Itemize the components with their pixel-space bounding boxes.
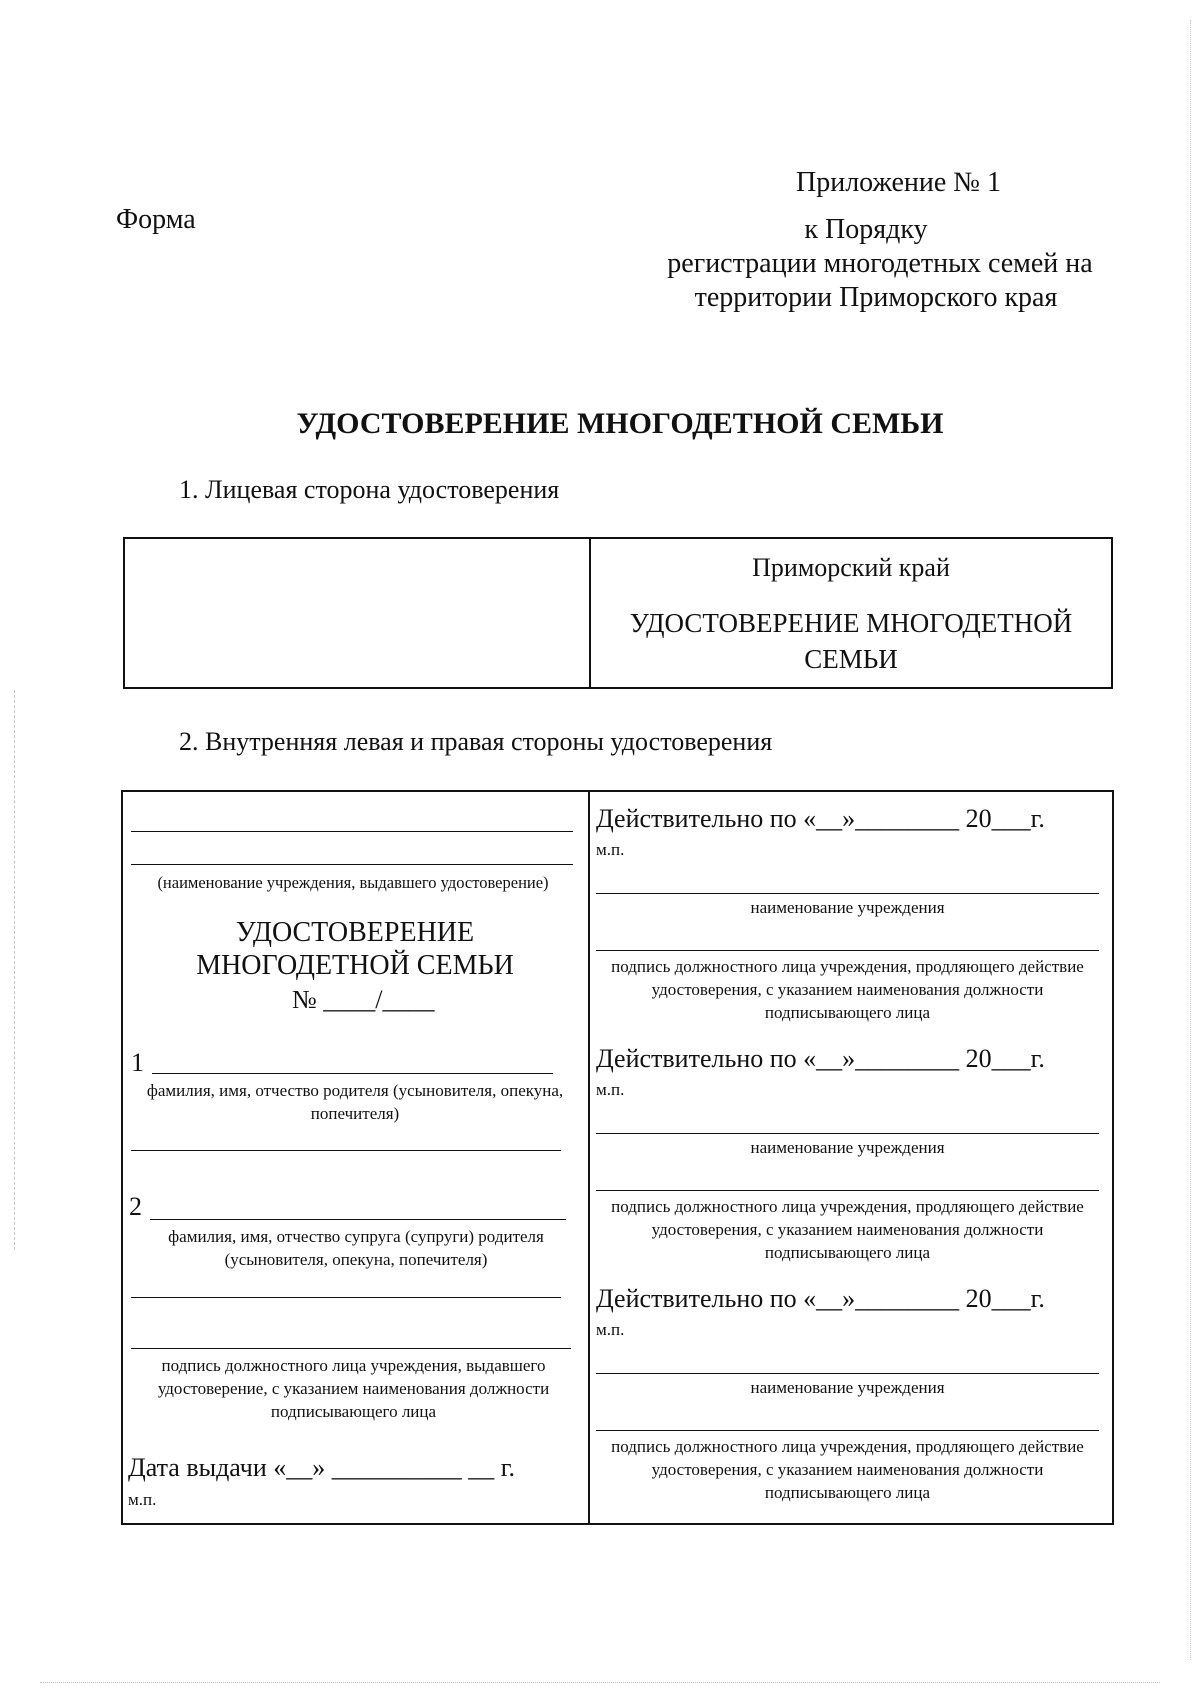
renewal-3-valid-until: Действительно по «__»________ 20___г. [596, 1284, 1045, 1313]
inner-card-title-line-2: МНОГОДЕТНОЙ СЕМЬИ [196, 950, 514, 981]
institution-line-2 [131, 864, 573, 865]
document-title: УДОСТОВЕРЕНИЕ МНОГОДЕТНОЙ СЕМЬИ [296, 407, 944, 440]
card-inner-divider [588, 790, 590, 1523]
card-face-table [123, 537, 1113, 689]
renewal-3-institution-line [596, 1373, 1099, 1374]
parent-2-extra-line [131, 1297, 561, 1298]
parent-1-extra-line [131, 1150, 561, 1151]
renewal-3-signature-line [596, 1430, 1099, 1431]
institution-caption: (наименование учреждения, выдавшего удостоверение) [157, 873, 549, 892]
section-1-heading: 1. Лицевая сторона удостоверения [179, 475, 560, 504]
parent-1-number: 1 [131, 1048, 144, 1077]
certificate-number: № ____/____ [292, 985, 435, 1014]
renewal-3-stamp: м.п. [596, 1320, 625, 1339]
parent-2-line [150, 1219, 566, 1220]
issuer-signature-caption: подпись должностного лица учреждения, выдавшего удостоверение, с указанием наименования должности подписывающего лица [157, 1356, 550, 1421]
inner-card-title [123, 916, 587, 982]
renewal-2-institution-caption: наименование учреждения [750, 1138, 945, 1157]
card-face-left-cell [124, 538, 590, 688]
appendix-ref-line-1: к Порядку [804, 214, 928, 245]
renewal-3-signature-caption: подпись должностного лица учреждения, продляющего действие удостоверения, с указанием наименования должности подписывающего лица [611, 1437, 1084, 1502]
renewal-2-valid-until: Действительно по «__»________ 20___г. [596, 1044, 1045, 1073]
issue-date: Дата выдачи «__» __________ __ г. [128, 1453, 516, 1482]
card-face-title [591, 605, 1111, 677]
appendix-ref-line-2: регистрации многодетных семей на [667, 248, 1093, 279]
renewal-1-signature-caption: подпись должностного лица учреждения, продляющего действие удостоверения, с указанием наименования должности подписывающего лица [611, 957, 1084, 1022]
renewal-1-institution-line [596, 893, 1099, 894]
institution-line-1 [131, 831, 573, 832]
renewal-1-institution-caption: наименование учреждения [750, 898, 945, 917]
card-face-title-line-2: СЕМЬИ [804, 644, 898, 674]
section-2-heading: 2. Внутренняя левая и правая стороны удостоверения [179, 727, 773, 756]
renewal-2-signature-caption: подпись должностного лица учреждения, продляющего действие удостоверения, с указанием наименования должности подписывающего лица [611, 1197, 1084, 1262]
parent-2-number: 2 [129, 1192, 142, 1221]
renewal-2-stamp: м.п. [596, 1080, 625, 1099]
renewal-1-stamp: м.п. [596, 840, 625, 859]
appendix-ref-line-3: территории Приморского края [694, 282, 1058, 313]
parent-2-caption: фамилия, имя, отчество супруга (супруги) родителя (усыновителя, опекуна, попечителя) [168, 1227, 544, 1269]
appendix-number: Приложение № 1 [796, 167, 1001, 198]
card-face-region: Приморский край [752, 553, 950, 582]
card-face-title-line-1: УДОСТОВЕРЕНИЕ МНОГОДЕТНОЙ [629, 608, 1073, 638]
renewal-1-signature-line [596, 950, 1099, 951]
parent-1-line [152, 1073, 553, 1074]
renewal-1-valid-until: Действительно по «__»________ 20___г. [596, 804, 1045, 833]
renewal-2-institution-line [596, 1133, 1099, 1134]
parent-1-caption: фамилия, имя, отчество родителя (усыновителя, опекуна, попечителя) [146, 1081, 564, 1123]
inner-card-title-line-1: УДОСТОВЕРЕНИЕ [235, 917, 475, 948]
card-face-right-cell [590, 538, 1112, 688]
issuer-signature-line [131, 1348, 571, 1349]
scan-margin-dash [14, 690, 16, 1250]
renewal-2-signature-line [596, 1190, 1099, 1191]
renewal-3-institution-caption: наименование учреждения [750, 1378, 945, 1397]
scan-bottom-dash [40, 1682, 1160, 1684]
issue-stamp: м.п. [128, 1490, 157, 1509]
form-label: Форма [116, 204, 196, 235]
